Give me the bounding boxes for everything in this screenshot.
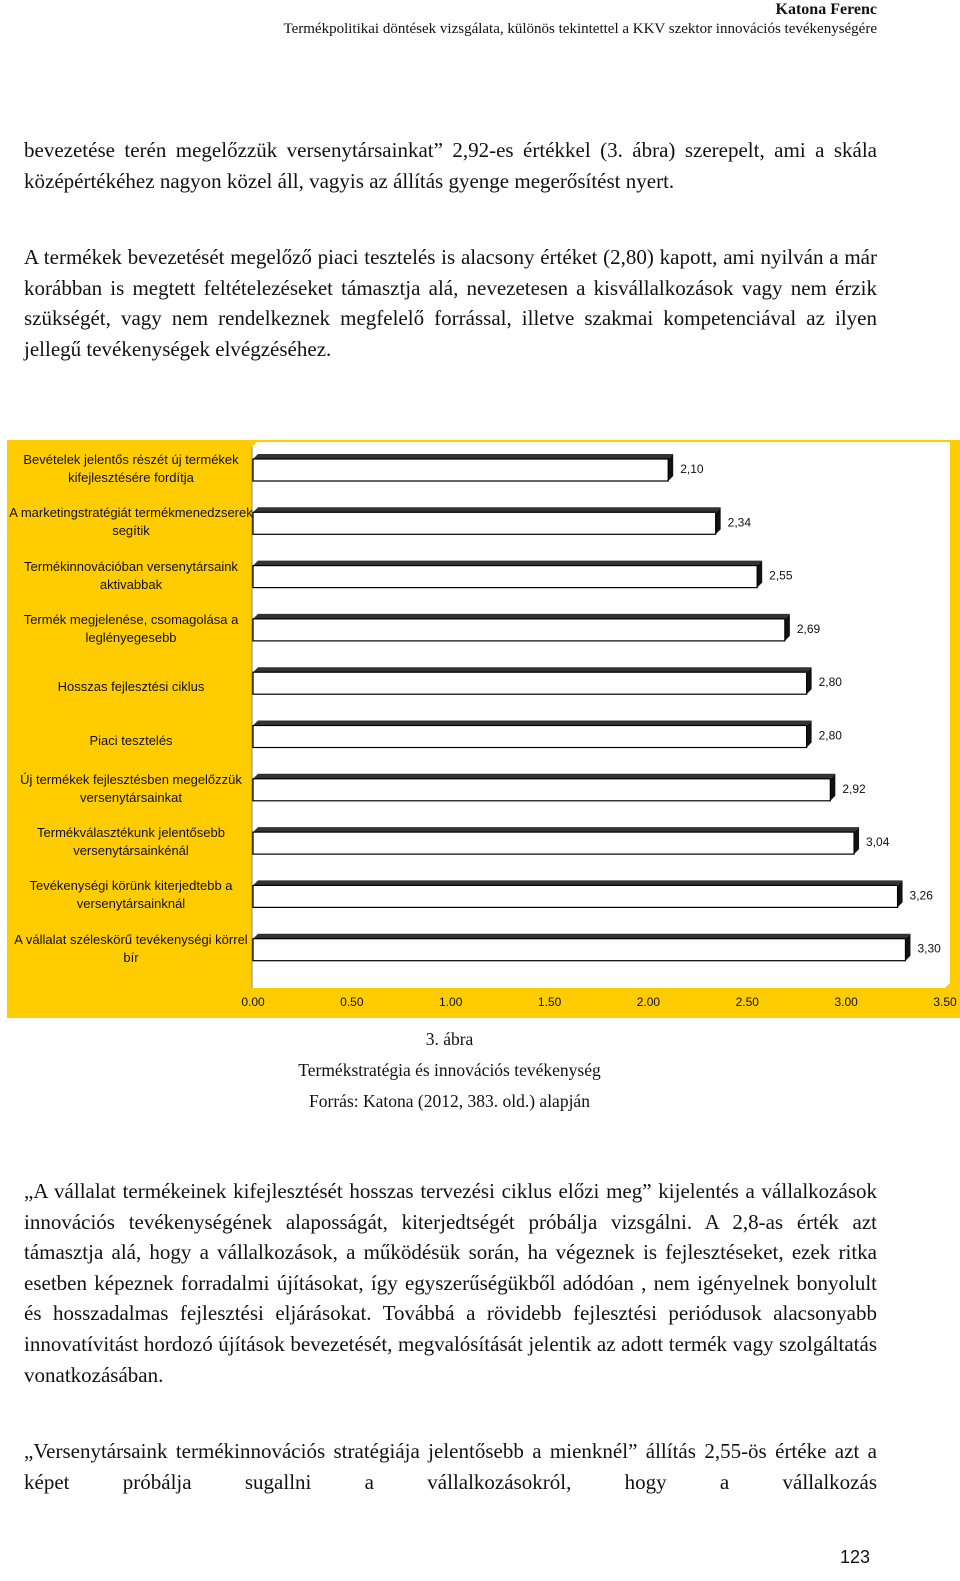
bar [253,880,903,907]
data-label: 2,34 [727,515,752,530]
paragraph-1: bevezetése terén megelőzzük versenytársainkat” 2,92-es értékkel (3. ábra) szerepelt, ami a skála középértékéhez nagyon közel áll, vagyis az állítás gyenge megerősítést nyert. [24,138,877,193]
figure-number: 3. ábra [425,1029,474,1049]
bar [253,774,835,801]
category-label: Termékválasztékunk jelentősebb versenytársainkénál [37,825,225,859]
x-tick-label: 1.50 [537,995,562,1009]
page-header [284,0,878,38]
document-subtitle: Termékpolitikai döntések vizsgálata, különös tekintettel a KKV szektor innovációs tevékenységére [283,21,877,37]
data-label: 2,10 [680,462,704,476]
author-name: Katona Ferenc [775,1,877,18]
bar-chart [7,440,960,1018]
category-label: Termékinnovációban versenytársaink aktivabbak [24,558,238,592]
data-label: 3,04 [866,835,890,850]
x-tick-label: 3.00 [834,995,858,1009]
bar [253,721,812,748]
figure-source: Forrás: Katona (2012, 383. old.) alapján [309,1091,590,1111]
category-label: Termék megjelenése, csomagolása a leglényegesebb [23,611,239,645]
category-label: Új termékek fejlesztésben megelőzzük versenytársainkat [20,771,242,805]
paragraph-4: „Versenytársaink termékinnovációs stratégiája jelentősebb a mienknél” állítás 2,55-ös értéke azt a képet próbálja sugallni a vállalkozásokról, hogy a vállalkozás [24,1439,877,1494]
category-label: A vállalat széleskörű tevékenységi körrel bír [14,931,248,965]
bar [253,667,812,694]
bar [253,614,790,641]
paragraph-3: „A vállalat termékeinek kifejlesztését hosszas tervezési ciklus előzi meg” kijelentés a vállalkozások innovációs tevékenységének alaposságát, kiterjedtségét próbálja vizsgálni. A 2,8-as érték azt támasztja alá, hogy a vállalkozások, a működésük során, ha végeznek is fejlesztéseket, ezek ritka esetben képeznek forradalmi újításokat, így egyszerűségükből adódóan , nem igényelnek bonyolult és hosszadalmas fejlesztési eljárásokat. Továbbá a rövidebb fejlesztési periódusok alacsonyabb innovatívitást hordozó újítások bevezetését, megvalósítását jelentik az adott termék vagy szolgáltatás vonatkozásában. [24,1179,877,1387]
page-number: 123 [839,1547,870,1567]
x-tick-label: 0.50 [340,995,364,1009]
x-tick-label: 0.00 [241,995,265,1009]
category-label: A marketingstratégiát termékmenedzserek segítik [9,505,253,539]
data-label: 2,80 [818,675,842,690]
x-tick-label: 3.50 [933,995,957,1009]
figure-title: Termékstratégia és innovációs tevékenység [298,1060,601,1080]
data-label: 2,80 [818,728,842,743]
x-tick-label: 2.00 [636,995,661,1009]
data-label: 3,30 [917,941,941,956]
bar [253,827,859,854]
category-label: Hosszas fejlesztési ciklus [57,679,205,695]
paragraph-2: A termékek bevezetését megelőző piaci tesztelés is alacsony értéket (2,80) kapott, ami nyilván a már korábban is megtett feltételezéseket támasztja alá, nevezetesen a kisvállalkozások vagy nem érzik szükségét, vagy nem rendelkeznek megfelelő forrással, illetve szakmai kompetenciával az ilyen jellegű tevékenységek elvégzéséhez. [24,245,877,361]
data-label: 2,92 [842,781,866,796]
category-label: Tevékenységi körünk kiterjedtebb a versenytársainknál [29,878,233,912]
category-label: Piaci tesztelés [89,732,173,748]
data-label: 2,55 [769,568,793,583]
data-label: 3,26 [909,888,933,903]
category-label: Bevételek jelentős részét új termékek kifejlesztésére fordítja [23,452,239,485]
bar [253,934,910,961]
x-tick-label: 2.50 [735,995,759,1009]
data-label: 2,69 [796,621,821,636]
bar [253,507,721,534]
bar [253,561,762,588]
x-tick-label: 1.00 [439,995,463,1009]
bar [253,454,673,481]
